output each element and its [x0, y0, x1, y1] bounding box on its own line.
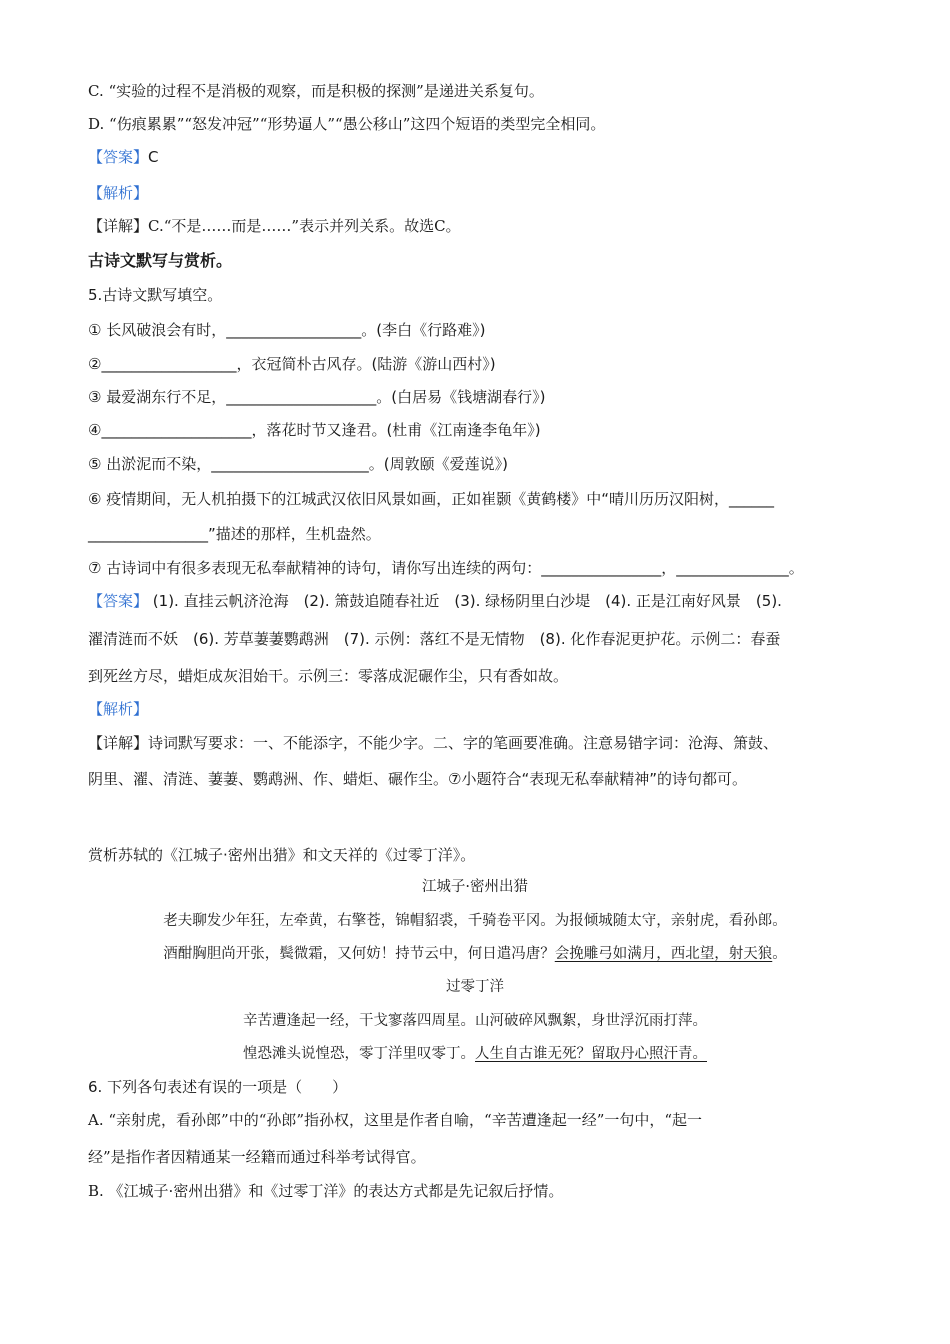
detail-line [88, 215, 461, 237]
option-c: C. “实验的过程不是消极的观察，而是积极的探测”是递进关系复句。 [88, 82, 544, 100]
underlined-poem-text: 会挽雕弓如满月，西北望，射天狼 [554, 946, 773, 962]
poem-text: 酒酣胸胆尚开张，鬓微霜，又何妨！持节云中，何日遣冯唐？ [163, 946, 555, 962]
option-a: A. “亲射虎，看孙郎”中的“孙郎”指孙权，这里是作者自喻，“辛苦遭逢起一经”一句中，“起一 [88, 1111, 703, 1129]
detail-tag: 【详解】 [88, 217, 149, 235]
question-stem: 6. 下列各句表述有误的一项是（ ） [88, 1078, 348, 1096]
poem-punct: 。 [772, 946, 787, 962]
answer-value: C [148, 148, 159, 166]
fill-item: ⑤ 出淤泥而不染，_____________________。(周敦颐《爱莲说》) [88, 455, 508, 473]
answer-text-line: 濯清涟而不妖 (6). 芳草萋萋鹦鹉洲 (7). 示例：落红不是无情物 (8). 化作春泥更护花。示例二：春蚕 [88, 630, 781, 648]
underlined-poem-text: 人生自古谁无死？留取丹心照汗青。 [475, 1046, 707, 1062]
detail-tag: 【详解】 [88, 734, 149, 752]
fill-item: ① 长风破浪会有时，__________________。(李白《行路难》) [88, 321, 486, 339]
fill-item: ③ 最爱湖东行不足，____________________。(白居易《钱塘湖春行》) [88, 388, 546, 406]
poem-line [88, 1043, 862, 1065]
poem-text: 惶恐滩头说惶恐，零丁洋里叹零丁。 [243, 1046, 475, 1062]
fill-item-continued: ________________”描述的那样，生机盎然。 [88, 525, 381, 543]
section-title: 古诗文默写与赏析。 [88, 251, 233, 270]
answer-text-line: 到死丝方尽，蜡炬成灰泪始干。示例三：零落成泥碾作尘，只有香如故。 [88, 667, 569, 685]
poem-title: 过零丁洋 [446, 979, 504, 995]
answer-text: (1). 直挂云帆济沧海 (2). 箫鼓追随春社近 (3). 绿杨阴里白沙堤 (4). 正是江南好风景 (5). [152, 592, 782, 610]
answer-line [88, 146, 159, 168]
answer-tag: 【答案】 [88, 148, 149, 166]
answer-line [88, 590, 782, 612]
fill-item: ④____________________，落花时节又逢君。(杜甫《江南逢李龟年》) [88, 421, 541, 439]
option-b: B. 《江城子·密州出猎》和《过零丁洋》的表达方式都是先记叙后抒情。 [88, 1182, 564, 1200]
fill-item: ②__________________，衣冠简朴古风存。(陆游《游山西村》) [88, 355, 496, 373]
analysis-tag: 【解析】 [88, 700, 149, 718]
analysis-tag: 【解析】 [88, 184, 149, 202]
detail-text: C.“不是……而是……”表示并列关系。故选C。 [148, 217, 461, 235]
question-stem: 5.古诗文默写填空。 [88, 286, 223, 304]
option-d: D. “伤痕累累”“怒发冲冠”“形势逼人”“愚公移山”这四个短语的类型完全相同。 [88, 115, 606, 133]
option-a-continued: 经”是指作者因精通某一经籍而通过科举考试得官。 [88, 1148, 426, 1166]
poem-line: 辛苦遭逢起一经，干戈寥落四周星。山河破碎风飘絮，身世浮沉雨打萍。 [243, 1013, 707, 1029]
detail-text: 诗词默写要求：一、不能添字，不能少字。二、字的笔画要准确。注意易错字词：沧海、箫鼓、 [148, 734, 779, 752]
poem-title: 江城子·密州出猎 [421, 879, 529, 895]
poem-line: 老夫聊发少年狂，左牵黄，右擎苍，锦帽貂裘，千骑卷平冈。为报倾城随太守，亲射虎，看孙郎。 [163, 913, 787, 929]
answer-tag: 【答案】 [88, 592, 149, 610]
poem-line [88, 943, 862, 965]
fill-item: ⑥ 疫情期间，无人机拍摄下的江城武汉依旧风景如画，正如崔颢《黄鹤楼》中“晴川历历汉阳树，______ [88, 490, 774, 508]
fill-item: ⑦ 古诗词中有很多表现无私奉献精神的诗句，请你写出连续的两句：________________，_______________。 [88, 559, 804, 577]
appreciation-intro: 赏析苏轼的《江城子·密州出猎》和文天祥的《过零丁洋》。 [88, 846, 476, 864]
detail-line [88, 732, 778, 754]
detail-text-line: 阴里、濯、清涟、萋萋、鹦鹉洲、作、蜡炬、碾作尘。⑦小题符合“表现无私奉献精神”的诗句都可。 [88, 770, 747, 788]
